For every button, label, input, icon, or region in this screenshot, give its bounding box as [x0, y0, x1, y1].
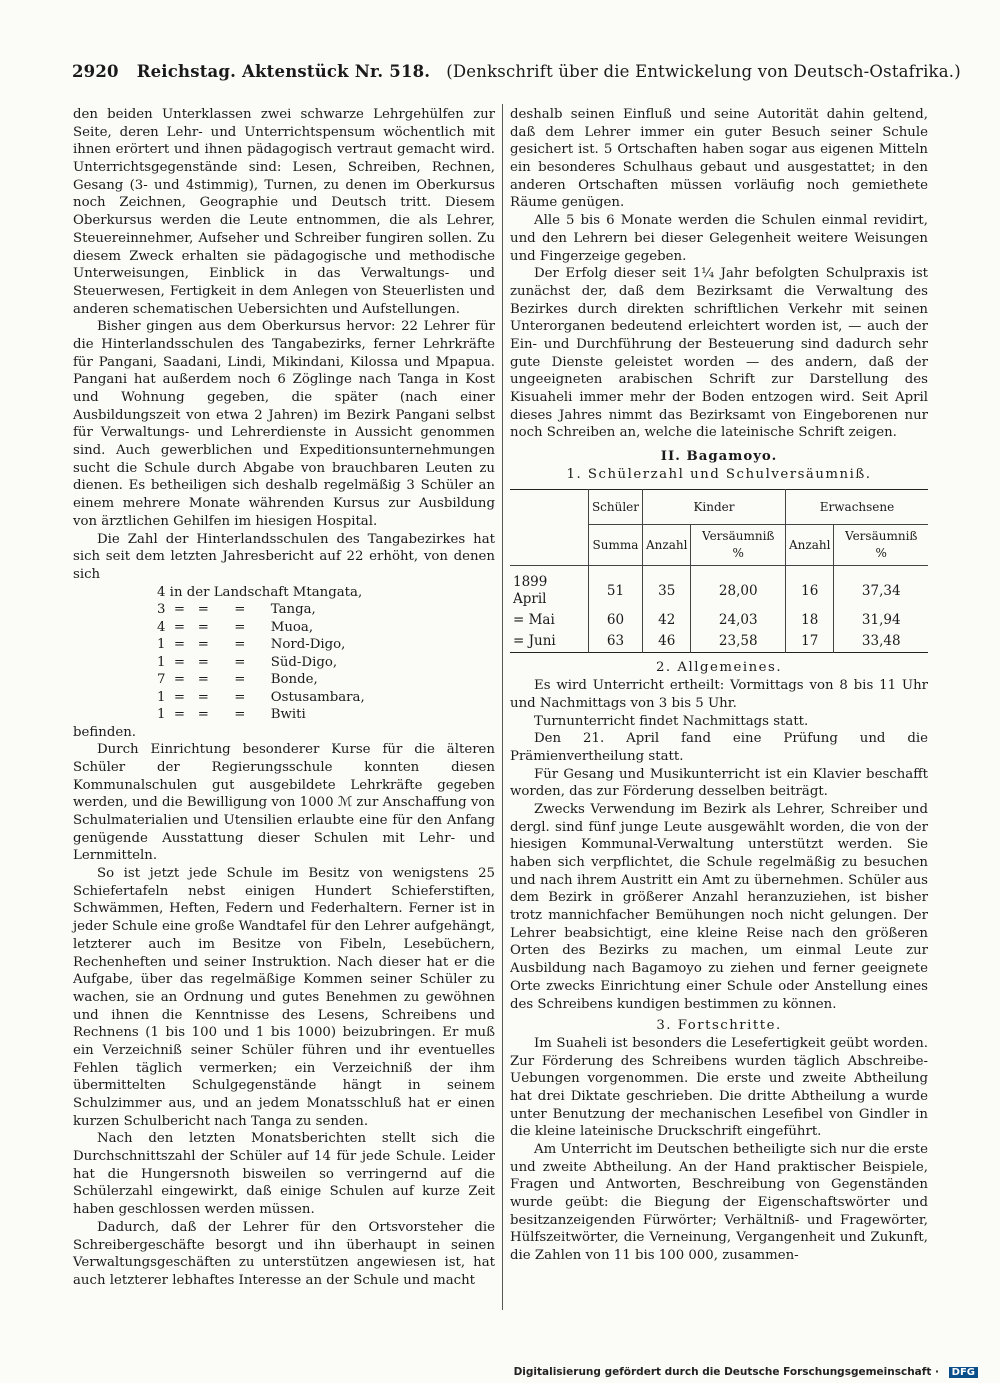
- cell-kinder-versaeumniss: 23,58: [691, 631, 786, 653]
- cell-summa: 60: [588, 610, 642, 631]
- cell-kinder-versaeumniss: 24,03: [691, 610, 786, 631]
- cell-erwachsene-versaeumniss: 33,48: [834, 631, 928, 653]
- right-column: [510, 106, 928, 1265]
- cell-erwachsene-anzahl: 17: [786, 631, 834, 653]
- list-item: 4 = = = Muoa,: [157, 619, 314, 635]
- paragraph: Durch Einrichtung besonderer Kurse für die älteren Schüler der Regierungsschule konnten diesen Kommunalschulen gut ausgebildete Lehrkräfte gegeben werden, und die Bewilligung von 1000 ℳ zur Anschaffung von Schulmaterialien und Utensilien erlaubte eine für den Anfang genügende Ausstattung dieser Schulen mit Lehr- und Lernmitteln.: [73, 742, 495, 864]
- dfg-logo: DFG: [949, 1367, 978, 1378]
- paragraph: Alle 5 bis 6 Monate werden die Schulen einmal revidirt, und den Lehrern bei dieser Gelegenheit weitere Weisungen und Fingerzeige gegeben.: [510, 213, 928, 264]
- paragraph: Im Suaheli ist besonders die Lesefertigkeit geübt worden. Zur Förderung des Schreibens wurden täglich Abschreibe-Uebungen vorgenommen. Die erste und zweite Abtheilung hat drei Diktate geschrieben. Die dritte Abtheilung a wurde unter Benutzung der mechanischen Lesefibel von Gindler in die kleine lateinische Druckschrift eingeführt.: [510, 1035, 928, 1140]
- cell-summa: 51: [588, 566, 642, 611]
- table-header-versaeumniss: Versäumniß %: [691, 525, 786, 566]
- paragraph: Der Erfolg dieser seit 1¼ Jahr befolgten Schulpraxis ist zunächst der, daß dem Bezirksamt die Verwaltung des Bezirkes durch direkten schriftlichen Verkehr mit seinen Unterorganen bedeutend erleichtert worden ist, — auch der Ein- und Durchführung der Besteuerung sind dadurch sehr gute Dienste geleistet worden — des andern, daß der ungeeigneten arabischen Schrift zur Darstellung des Kisuaheli immer mehr der Boden entzogen wird. Seit April dieses Jahres nimmt das Bezirksamt von Eingeborenen nur noch Schreiben an, welche die lateinische Schrift zeigen.: [510, 266, 928, 441]
- paragraph: Es wird Unterricht ertheilt: Vormittags von 8 bis 11 Uhr und Nachmittags von 3 bis 5 Uhr.: [510, 678, 928, 711]
- paragraph: Dadurch, daß der Lehrer für den Ortsvorsteher die Schreibergeschäfte besorgt und ihn überhaupt in seinen Verwaltungsgeschäften zu unterstützen angewiesen ist, hat auch letzterer lebhaftes Interesse an der Schule und macht: [73, 1219, 495, 1288]
- table-row: [510, 566, 928, 611]
- paragraph: Turnunterricht findet Nachmittags statt.: [534, 713, 809, 729]
- table-header-versaeumniss: Versäumniß %: [834, 525, 928, 566]
- paragraph: So ist jetzt jede Schule im Besitz von wenigstens 25 Schiefertafeln nebst einigen Hundert Schieferstiften, Schwämmen, Heften, Federn und Federhaltern. Ferner ist in jeder Schule eine große Wandtafel für den Lehrer aufgehängt, letzterer auch im Besitze von Fibeln, Lesebüchern, Rechenheften und seiner Instruktion. Nach dieser hat er die Aufgabe, über das regelmäßige Kommen seiner Schüler zu wachen, sie an Ordnung und gutes Benehmen zu gewöhnen und ihnen die Kenntnisse des Lesens, Schreibens und Rechnens (1 bis 100 und 1 bis 1000) beizubringen. Er muß ein Verzeichniß seiner Schüler führen und ihr eventuelles Fehlen täglich vermerken; ein Verzeichniß der ihm übermittelten Schulgegenstände hängt in seinem Schulzimmer aus, und an jedem Monatsschluß hat er einen kurzen Schulbericht nach Tanga zu senden.: [73, 866, 495, 1129]
- row-label: = Mai: [513, 612, 555, 629]
- table-header-erwachsene: Erwachsene: [786, 490, 929, 525]
- cell-erwachsene-versaeumniss: 31,94: [834, 610, 928, 631]
- paragraph: Nach den letzten Monatsberichten stellt sich die Durchschnittszahl der Schüler auf 14 für jede Schule. Leider hat die Hungersnoth bisweilen so verringernd auf die Schülerzahl eingewirkt, daß einige Schulen auf kurze Zeit haben geschlossen werden müssen.: [73, 1131, 495, 1218]
- digitization-footer: [514, 1366, 978, 1378]
- header-title: Reichstag. Aktenstück Nr. 518.: [136, 62, 431, 81]
- table-row: [510, 631, 928, 653]
- attendance-table: [510, 489, 928, 653]
- list-item: 1 = = = Bwiti: [157, 707, 306, 723]
- paragraph: befinden.: [73, 724, 136, 740]
- table-header-anzahl: Anzahl: [786, 525, 834, 566]
- list-item: 7 = = = Bonde,: [157, 672, 318, 688]
- row-label: = Juni: [513, 633, 556, 650]
- paragraph: deshalb seinen Einfluß und seine Autorität dahin geltend, daß dem Lehrer immer ein guter Besuch seiner Schule gesichert ist. 5 Ortschaften haben sogar aus eigenen Mitteln ein besonderes Schulhaus gebaut und ausgestattet; in den anderen Ortschaften müssen vorläufig noch gemiethete Räume genügen.: [510, 107, 928, 211]
- list-item: 1 = = = Süd-Digo,: [157, 654, 338, 670]
- cell-kinder-anzahl: 35: [643, 566, 691, 611]
- table-row: [510, 610, 928, 631]
- list-item: 3 = = = Tanga,: [157, 602, 316, 618]
- page-number: 2920: [72, 62, 119, 81]
- header-subtitle: (Denkschrift über die Entwickelung von Deutsch-Ostafrika.): [446, 62, 961, 81]
- cell-erwachsene-anzahl: 16: [786, 566, 834, 611]
- table-header-anzahl: Anzahl: [643, 525, 691, 566]
- list-item: 1 = = = Ostusambara,: [157, 689, 365, 705]
- paragraph: Für Gesang und Musikunterricht ist ein Klavier beschafft worden, das zur Förderung desselben beiträgt.: [510, 766, 928, 800]
- paragraph: Den 21. April fand eine Prüfung und die Prämienvertheilung statt.: [510, 731, 928, 764]
- paragraph: den beiden Unterklassen zwei schwarze Lehrgehülfen zur Seite, deren Lehr- und Unterrichtspensum wöchentlich mit ihnen erörtert und ihnen pädagogisch vertraut gemacht wird. Unterrichtsgegenstände sind: Lesen, Schreiben, Rechnen, Gesang (3- und 4stimmig), Turnen, zu denen im Oberkursus noch Zeichnen, Geographie und Deutsch tritt. Diesem Oberkursus werden die Leute entnommen, die als Lehrer, Steuereinnehmer, Aufseher und Schreiber fungiren sollen. Zu diesem Zweck erhalten sie pädagogische und methodische Unterweisungen, Einblick in das Verwaltungs- und Steuerwesen, Fertigkeit in dem Anlegen von Steuerlisten und anderen schematischen Uebersichten und Aufstellungen.: [73, 107, 495, 317]
- section-title: II. Bagamoyo.: [660, 449, 778, 465]
- district-list: [157, 584, 495, 724]
- paragraph: Am Unterricht im Deutschen betheiligte sich nur die erste und zweite Abtheilung. An der Hand praktischer Beispiele, Fragen und Antworten, Beschreibung von Gegenständen wurde geübt: die Biegung der Eigenschaftswörter und besitzanzeigenden Fürwörter; Verhältniß- und Fragewörter, Hülfszeitwörter, die Verneinung, Vergangenheit und Zukunft, die Zahlen von 11 bis 100 000, zusammen-: [510, 1142, 928, 1264]
- list-item: 1 = = = Nord-Digo,: [157, 637, 346, 653]
- paragraph: Bisher gingen aus dem Oberkursus hervor: 22 Lehrer für die Hinterlandsschulen des Tangabezirks, ferner Lehrkräfte für Pangani, Saadani, Lindi, Mikindani, Kilossa und Mpapua. Pangani hat außerdem noch 6 Zöglinge nach Tanga in Kost und Wohnung gegeben, die später (nach einer Ausbildungszeit von etwa 2 Jahren) im Bezirk Pangani selbst für Verwaltungs- und Lehrerdienste in Aussicht genommen sind. Auch gewerblichen und Expeditionsunternehmungen sucht die Schule durch Abgabe von brauchbaren Leuten zu dienen. Es betheiligen sich deshalb regelmäßig 3 Schüler an einem mehrere Monate währenden Kursus zur Ausbildung von ärztlichen Gehilfen im hiesigen Hospital.: [73, 319, 495, 529]
- cell-kinder-anzahl: 46: [643, 631, 691, 653]
- page-header: [72, 62, 961, 81]
- cell-kinder-versaeumniss: 28,00: [691, 566, 786, 611]
- subheading: 3. Fortschritte.: [656, 1018, 782, 1034]
- table-header-schueler: Schüler: [588, 490, 642, 525]
- table-header-row: [510, 490, 928, 525]
- table-header-summa: Summa: [588, 525, 642, 566]
- cell-kinder-anzahl: 42: [643, 610, 691, 631]
- table-header-empty: [510, 490, 588, 566]
- column-divider: [502, 104, 503, 1310]
- cell-erwachsene-anzahl: 18: [786, 610, 834, 631]
- row-label: 1899 April: [513, 574, 548, 608]
- paragraph: Die Zahl der Hinterlandsschulen des Tangabezirkes hat sich seit dem letzten Jahresbericht auf 22 erhöht, von denen sich: [73, 531, 495, 582]
- subheading: 2. Allgemeines.: [655, 660, 783, 676]
- cell-erwachsene-versaeumniss: 37,34: [834, 566, 928, 611]
- footer-text: Digitalisierung gefördert durch die Deutsche Forschungsgemeinschaft ·: [513, 1366, 939, 1378]
- section-subtitle: 1. Schülerzahl und Schulversäumniß.: [566, 466, 872, 482]
- paragraph: Zwecks Verwendung im Bezirk als Lehrer, Schreiber und dergl. sind fünf junge Leute ausgewählt worden, die von der hiesigen Kommunal-Verwaltung unterstützt werden. Sie haben sich verpflichtet, die Schule regelmäßig zu besuchen und nach ihrem Austritt ein Amt zu übernehmen. Schüler aus dem Bezirk in größerer Anzahl heranzuziehen, ist bisher trotz mannichfacher Bemühungen noch nicht gelungen. Der Lehrer beabsichtigt, eine kleine Reise nach den größeren Orten des Bezirks zu machen, um einmal Leute zur Ausbildung nach Bagamoyo zu ziehen und ferner geeignete Orte zwecks Einrichtung einer Schule oder Anstellung eines des Schreibens kundigen bestimmen zu können.: [510, 801, 928, 1012]
- table-header-kinder: Kinder: [643, 490, 786, 525]
- list-item: 4 in der Landschaft Mtangata,: [157, 584, 363, 600]
- cell-summa: 63: [588, 631, 642, 653]
- left-column: [73, 106, 495, 1290]
